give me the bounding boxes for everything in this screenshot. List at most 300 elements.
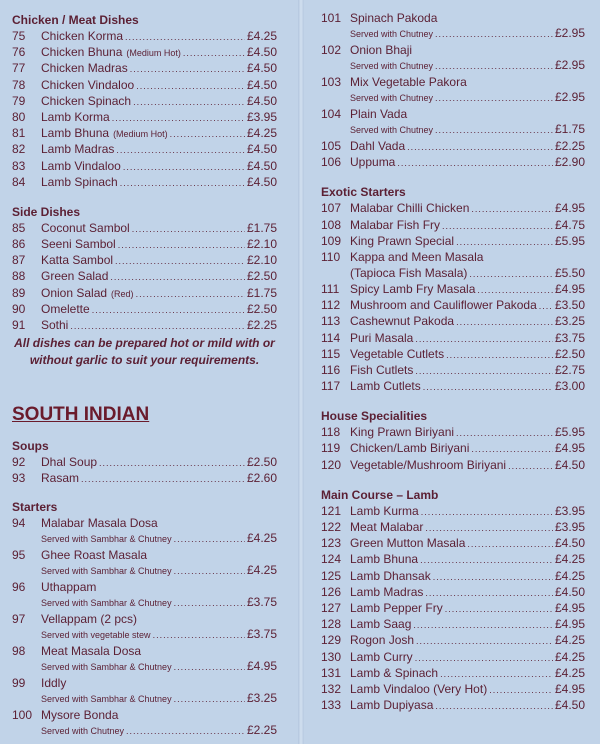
item-name: Chicken Spinach: [41, 93, 132, 108]
leader-dots: [415, 362, 553, 379]
item-price: £4.50: [554, 584, 585, 599]
item-price: £3.95: [246, 109, 277, 124]
leader-dots: [425, 584, 553, 601]
exotic-starters-list-2: [321, 281, 585, 394]
item-served-with: Served with Sambhar & Chutney: [41, 565, 172, 576]
item-price: £3.50: [554, 298, 585, 313]
leader-dots: [174, 692, 245, 706]
item-price: £2.50: [554, 346, 585, 361]
menu-item-row: [321, 616, 585, 632]
item-name: Lamb Bhuna: [350, 552, 419, 567]
leader-dots: [153, 628, 245, 642]
menu-item-row: [321, 535, 585, 551]
item-number: 114: [321, 330, 341, 345]
item-price: £4.25: [554, 552, 585, 567]
item-name: Vellappam (2 pcs): [41, 611, 138, 626]
item-title-line: [12, 707, 277, 723]
item-served-with: Served with Chutney: [350, 29, 434, 39]
item-number: 102: [321, 43, 342, 57]
leader-dots: [440, 665, 553, 682]
menu-item-row: [12, 125, 277, 141]
leader-dots: [420, 551, 553, 568]
item-price: £4.25: [554, 665, 585, 680]
item-number: 118: [321, 425, 341, 440]
item-name: Sothi: [41, 318, 69, 332]
item-number: 123: [321, 536, 342, 551]
menu-item-row: [12, 77, 277, 93]
item-name: Lamb Madras: [350, 584, 424, 599]
item-price: £2.10: [246, 237, 277, 252]
item-name: Lamb Vindaloo (Very Hot): [350, 681, 488, 696]
menu-item-row: [321, 313, 585, 329]
item-served-with: Served with Chutney: [350, 93, 434, 103]
menu-item-with-note: [321, 106, 585, 138]
leader-dots: [467, 535, 553, 552]
item-price: £2.25: [554, 139, 585, 153]
item-price: £5.95: [554, 425, 585, 440]
item-qualifier: (Red): [111, 288, 134, 299]
item-price: £2.75: [554, 362, 585, 377]
item-price: £2.50: [246, 301, 277, 316]
menu-item-row: [321, 330, 585, 346]
leader-dots: [469, 265, 553, 282]
leader-dots: [423, 378, 553, 395]
leader-dots: [446, 346, 553, 363]
menu-item-row: [12, 317, 277, 333]
section-heading-main-course-lamb: Main Course – Lamb: [321, 487, 439, 502]
item-price: £4.95: [246, 658, 277, 673]
leader-dots: [456, 424, 553, 441]
item-name: Katta Sambol: [41, 253, 114, 268]
item-price: £4.50: [246, 142, 277, 157]
leader-dots: [416, 632, 553, 649]
item-number: 82: [12, 142, 26, 157]
item-price: £1.75: [246, 220, 277, 235]
item-price: £2.90: [554, 155, 585, 170]
item-price: £3.95: [554, 520, 585, 534]
menu-item-row: [12, 285, 277, 301]
item-number: 130: [321, 649, 342, 664]
item-number: 95: [12, 547, 26, 562]
leader-dots: [433, 568, 553, 585]
item-number: 81: [12, 126, 26, 141]
leader-dots: [174, 596, 245, 610]
leader-dots: [477, 281, 553, 298]
item-price: £3.25: [554, 314, 585, 329]
item-price: £4.50: [246, 61, 277, 76]
section-heading-exotic-starters: Exotic Starters: [321, 185, 406, 200]
item-price: £3.75: [246, 626, 277, 641]
leader-dots: [81, 470, 245, 487]
leader-dots: [183, 44, 245, 61]
menu-item-with-note: [12, 515, 277, 547]
item-name: Lamb Curry: [350, 649, 413, 664]
menu-item-row: [12, 252, 277, 268]
leader-dots: [110, 268, 245, 285]
menu-item-row: [12, 44, 277, 60]
item-price: £4.50: [246, 93, 277, 108]
item-number: 77: [12, 61, 26, 76]
item-price: £4.50: [246, 45, 277, 60]
item-price: £4.25: [246, 29, 277, 43]
item-note-line: [12, 691, 277, 707]
leader-dots: [489, 681, 553, 698]
section-heading-side-dishes: Side Dishes: [12, 204, 81, 219]
item-number: 133: [321, 698, 342, 713]
leader-dots: [118, 236, 245, 253]
leader-dots: [456, 233, 553, 250]
item-note-line: [12, 659, 277, 675]
item-note-line: [321, 90, 585, 106]
menu-item-row: [321, 697, 585, 713]
item-qualifier: (Medium Hot): [126, 48, 181, 59]
item-number: 78: [12, 77, 26, 92]
leader-dots: [435, 123, 553, 137]
item-price: £1.75: [554, 122, 585, 136]
item-served-with: Served with Chutney: [41, 725, 125, 736]
item-name: Chicken Korma: [41, 29, 124, 43]
item-name: Fish Cutlets: [350, 362, 414, 377]
item-number: 91: [12, 318, 26, 332]
item-served-with: Served with Chutney: [350, 61, 434, 71]
item-name: Kappa and Meen Masala: [350, 249, 484, 264]
item-name: Mysore Bonda: [41, 707, 119, 722]
item-name: Coconut Sambol: [41, 220, 130, 235]
menu-item-row: [321, 600, 585, 616]
leader-dots: [125, 28, 245, 45]
item-number: 79: [12, 93, 26, 108]
item-name: King Prawn Biriyani: [350, 425, 455, 440]
section-heading-soups: Soups: [12, 439, 49, 454]
leader-dots: [445, 600, 553, 617]
item-number: 84: [12, 174, 26, 189]
item-number: 121: [321, 503, 342, 518]
leader-dots: [123, 158, 245, 175]
leader-dots: [170, 125, 245, 142]
item-price: £4.95: [554, 600, 585, 615]
item-name: Lamb Dhansak: [350, 568, 431, 583]
item-price: £4.95: [554, 281, 585, 296]
leader-dots: [70, 317, 245, 334]
item-served-with: Served with Chutney: [350, 125, 434, 135]
right-menu-column: [321, 0, 585, 713]
starters-plain-list: [321, 138, 585, 170]
item-title-line: [12, 611, 277, 627]
item-name: Rasam: [41, 471, 80, 486]
item-name: Iddly: [41, 675, 67, 690]
item-name: Green Mutton Masala: [350, 536, 466, 551]
menu-item-with-note: [12, 547, 277, 579]
item-number: 113: [321, 314, 341, 329]
item-title-line: [12, 547, 277, 563]
item-description: (Tapioca Fish Masala): [350, 265, 468, 280]
item-note-line: [12, 723, 277, 739]
item-price: £4.50: [246, 174, 277, 189]
item-name: Chicken Madras: [41, 61, 128, 76]
menu-item-row: [12, 60, 277, 76]
leader-dots: [99, 454, 245, 471]
item-price: £4.50: [554, 698, 585, 713]
item-served-with: Served with Sambhar & Chutney: [41, 661, 172, 672]
item-name: Mushroom and Cauliflower Pakoda: [350, 298, 537, 313]
menu-item-row: [321, 138, 585, 154]
item-title-line: [321, 74, 585, 90]
leader-dots: [471, 200, 553, 217]
leader-dots: [435, 697, 553, 714]
leader-dots: [456, 313, 553, 330]
menu-item-row: [12, 454, 277, 470]
item-name: Lamb Vindaloo: [41, 158, 121, 173]
item-number: 83: [12, 158, 26, 173]
menu-item-with-note: [321, 74, 585, 106]
item-number: 87: [12, 253, 26, 268]
menu-item-row: [321, 503, 585, 519]
menu-item-row: [12, 141, 277, 157]
item-number: 101: [321, 11, 342, 25]
item-number: 131: [321, 665, 342, 680]
item-name: Lamb Cutlets: [350, 379, 421, 394]
item-number: 86: [12, 237, 26, 252]
item-name: Lamb Pepper Fry: [350, 600, 443, 615]
item-name: Dhal Soup: [41, 455, 98, 470]
item-name: Ghee Roast Masala: [41, 547, 148, 562]
leader-dots: [435, 91, 553, 105]
item-price: £4.50: [554, 457, 585, 472]
item-number: 76: [12, 45, 26, 60]
item-name: Vegetable/Mushroom Biriyani: [350, 457, 507, 472]
menu-item-row: [321, 297, 585, 313]
item-name: Uthappam: [41, 579, 97, 594]
item-price: £3.95: [554, 503, 585, 518]
leader-dots: [136, 285, 245, 302]
leader-dots: [174, 532, 245, 546]
item-price: £2.25: [246, 318, 277, 332]
menu-item-row: [321, 440, 585, 456]
item-name: Uppuma: [350, 155, 396, 170]
item-price: £4.50: [246, 77, 277, 92]
menu-item-with-note: [12, 579, 277, 611]
item-price: £3.75: [246, 594, 277, 609]
item-price: £1.75: [246, 285, 277, 300]
leader-dots: [92, 301, 245, 318]
menu-item-row: [321, 281, 585, 297]
leader-dots: [415, 330, 553, 347]
menu-item-row: [321, 519, 585, 535]
item-price: £4.50: [554, 536, 585, 551]
item-note-line: [12, 595, 277, 611]
item-price: £2.95: [554, 26, 585, 40]
leader-dots: [425, 519, 553, 536]
leader-dots: [471, 440, 553, 457]
leader-dots: [435, 27, 553, 41]
leader-dots: [133, 93, 245, 110]
item-name: Omelette: [41, 301, 90, 316]
item-number: 75: [12, 29, 26, 43]
item-price: £4.25: [554, 633, 585, 648]
item-note-line: [321, 26, 585, 42]
item-number: 115: [321, 346, 341, 361]
leader-dots: [413, 616, 553, 633]
item-price: £4.25: [246, 126, 277, 141]
item-price: £2.25: [246, 722, 277, 737]
item-number: 105: [321, 139, 342, 153]
menu-item-row: [321, 568, 585, 584]
leader-dots: [115, 252, 245, 269]
menu-item-row: [12, 158, 277, 174]
item-name: Rogon Josh: [350, 633, 415, 648]
item-price: £3.00: [554, 379, 585, 394]
item-name: Spicy Lamb Fry Masala: [350, 281, 476, 296]
soups-list: [12, 454, 277, 486]
item-number: 111: [321, 281, 340, 296]
item-name: Vegetable Cutlets: [350, 346, 445, 361]
item-name: Seeni Sambol: [41, 237, 116, 252]
starters-continued-list: [321, 10, 585, 138]
item-name: Plain Vada: [350, 107, 408, 121]
item-price: £4.95: [554, 201, 585, 216]
item-number: 104: [321, 107, 342, 121]
menu-item-row: [12, 93, 277, 109]
menu-item-row: [321, 649, 585, 665]
item-note-line: [321, 122, 585, 138]
leader-dots: [132, 220, 245, 237]
menu-item-row: [12, 174, 277, 190]
menu-item-row: [321, 681, 585, 697]
menu-item-row: [12, 109, 277, 125]
menu-item-row: [12, 220, 277, 236]
starters-list: [12, 515, 277, 739]
menu-item-row: [321, 362, 585, 378]
menu-item-row: [321, 584, 585, 600]
item-number: 116: [321, 362, 341, 377]
main-course-lamb-list: [321, 503, 585, 713]
menu-item-with-note: [12, 707, 277, 739]
item-served-with: Served with vegetable stew: [41, 629, 151, 640]
item-number: 108: [321, 217, 342, 232]
item-name: Meat Malabar: [350, 520, 424, 534]
item-price: £2.10: [246, 253, 277, 268]
item-number: 132: [321, 681, 342, 696]
item-number: 127: [321, 600, 342, 615]
menu-item-row: [321, 551, 585, 567]
side-dishes-list: [12, 220, 277, 333]
item-name: Chicken Bhuna: [41, 45, 123, 60]
item-title-line: [12, 675, 277, 691]
item-number: 103: [321, 75, 342, 89]
item-price: £4.25: [246, 562, 277, 577]
menu-item-row: [321, 457, 585, 473]
section-heading-chicken-meat: Chicken / Meat Dishes: [12, 13, 139, 27]
item-number: 98: [12, 643, 26, 658]
section-heading-house-specialities: House Specialities: [321, 409, 428, 424]
item-title-line: [12, 579, 277, 595]
menu-item-row: [321, 217, 585, 233]
item-number: 122: [321, 520, 342, 534]
item-price: £4.25: [554, 649, 585, 664]
item-name: Dahl Vada: [350, 139, 406, 153]
item-price: £4.95: [554, 681, 585, 696]
menu-item-row: [12, 268, 277, 284]
item-qualifier: (Medium Hot): [113, 129, 168, 140]
leader-dots: [508, 457, 553, 474]
item-price: £5.95: [554, 233, 585, 248]
item-name: Lamb Dupiyasa: [350, 698, 434, 713]
leader-dots: [112, 109, 245, 126]
leader-dots: [116, 141, 245, 158]
menu-item-with-note: [321, 42, 585, 74]
item-served-with: Served with Sambhar & Chutney: [41, 597, 172, 608]
item-name: Puri Masala: [350, 330, 414, 345]
item-name: Malabar Masala Dosa: [41, 515, 158, 530]
item-name: Spinach Pakoda: [350, 11, 438, 25]
item-number: 94: [12, 515, 26, 530]
leader-dots: [120, 174, 245, 191]
menu-item-row: [321, 346, 585, 362]
menu-item-row: [12, 236, 277, 252]
section-heading-starters: Starters: [12, 499, 58, 514]
item-price: £2.95: [554, 90, 585, 104]
item-name: Meat Masala Dosa: [41, 643, 142, 658]
page-fold: [298, 0, 304, 744]
leader-dots: [136, 77, 245, 94]
item-note-line: [321, 58, 585, 74]
item-price: £3.25: [246, 690, 277, 705]
item-number: 97: [12, 611, 26, 626]
item-name: Chicken/Lamb Biriyani: [350, 441, 470, 456]
item-name: Mix Vegetable Pakora: [350, 75, 467, 89]
item-title-line: [12, 643, 277, 659]
south-indian-title: SOUTH INDIAN: [12, 404, 150, 426]
dishes-preparation-note: All dishes can be prepared hot or mild with or without garlic to suit your requirements.: [14, 336, 275, 367]
leader-dots: [421, 503, 553, 520]
item-name: King Prawn Special: [350, 233, 455, 248]
item-title-line: [12, 515, 277, 531]
item-price: £2.50: [246, 455, 277, 470]
item-name: Lamb Madras: [41, 142, 115, 157]
item-name: Lamb Kurma: [350, 503, 419, 518]
item-number: 117: [321, 379, 341, 394]
item-number: 112: [321, 298, 341, 313]
item-price: £4.50: [246, 158, 277, 173]
item-name: Malabar Fish Fry: [350, 217, 441, 232]
exotic-starters-list: [321, 200, 585, 249]
menu-item-with-note: [12, 643, 277, 675]
item-number: 107: [321, 201, 342, 216]
chicken-meat-list: [12, 28, 277, 190]
item-price: £4.25: [554, 568, 585, 583]
menu-item-row: [321, 378, 585, 394]
item-price: £4.25: [246, 530, 277, 545]
leader-dots: [397, 154, 553, 171]
item-name: Green Salad: [41, 269, 109, 284]
item-name: Onion Bhaji: [350, 43, 413, 57]
item-name: Lamb & Spinach: [350, 665, 439, 680]
item-number: 129: [321, 633, 342, 648]
item-name: Malabar Chilli Chicken: [350, 201, 470, 216]
item-note-line: [12, 627, 277, 643]
item-price: £4.95: [554, 441, 585, 456]
leader-dots: [435, 59, 553, 73]
item-name: Onion Salad: [41, 285, 108, 300]
item-number: 96: [12, 579, 26, 594]
item-number: 93: [12, 471, 26, 486]
item-number: 80: [12, 109, 26, 124]
left-menu-column: [12, 0, 277, 739]
leader-dots: [174, 564, 245, 578]
item-number: 126: [321, 584, 342, 599]
leader-dots: [126, 724, 245, 738]
item-price: £2.95: [554, 58, 585, 72]
